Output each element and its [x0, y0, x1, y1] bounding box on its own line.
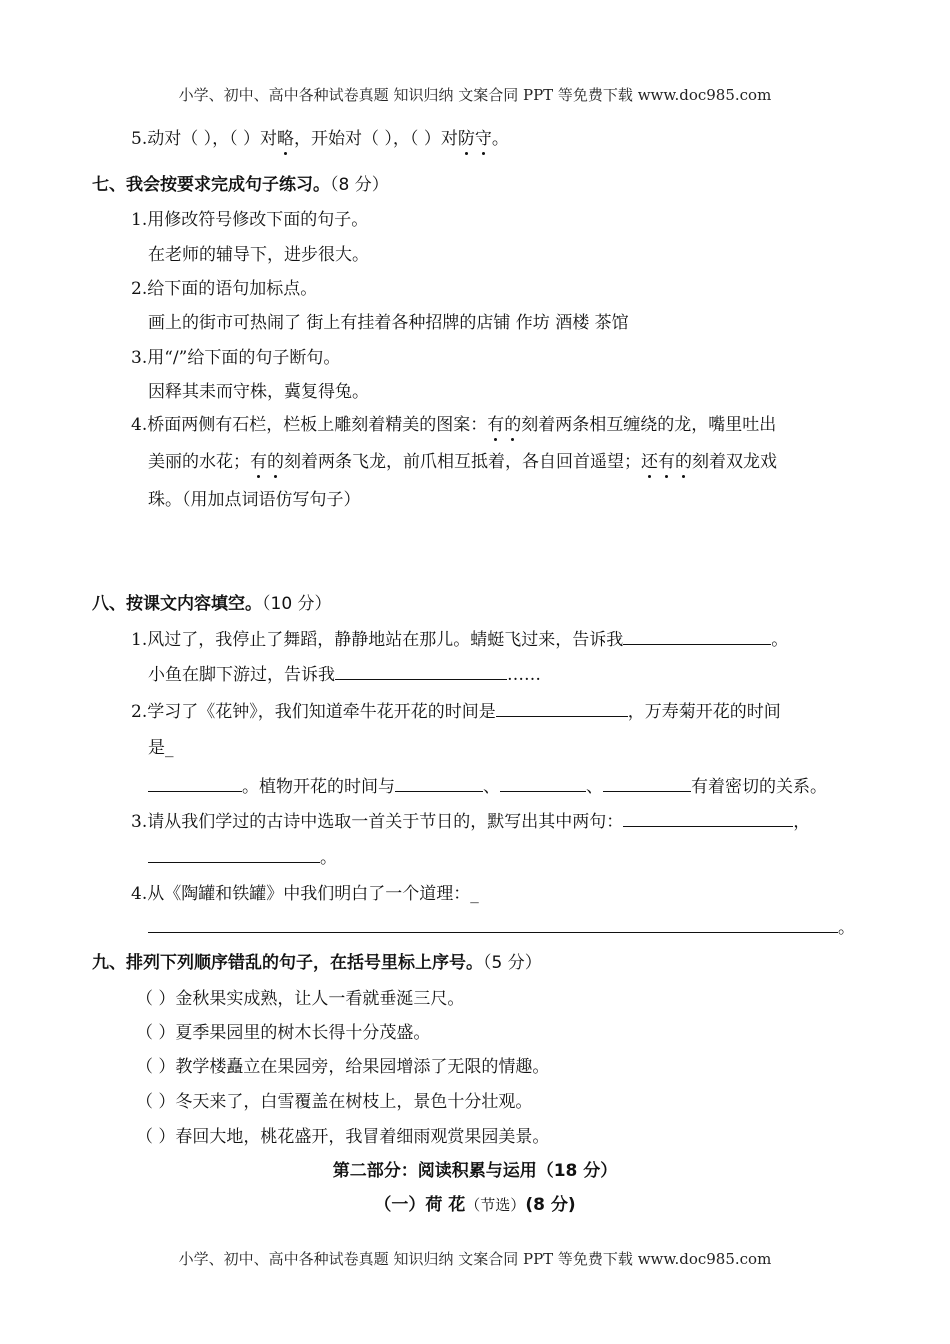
s8-item-2-cont: 是_ — [148, 738, 174, 758]
s8-item-3-cont — [148, 843, 337, 868]
reading-subtitle — [0, 1190, 950, 1215]
section-title-text: 八、按课文内容填空。 — [92, 594, 262, 614]
question-5 — [131, 124, 509, 149]
fill-blank[interactable] — [148, 916, 838, 933]
fill-blank[interactable] — [496, 700, 628, 717]
ordering-item: （ ）金秋果实成熟，让人一看就垂涎三尺。 — [136, 989, 465, 1009]
emphasis-char: 防 — [458, 124, 475, 149]
s8-item-4-cont — [148, 913, 855, 938]
text: 、 — [483, 777, 500, 797]
text: 、 — [586, 777, 603, 797]
q5-text-1: 5.动对（ ），（ ）对 — [131, 129, 278, 149]
text: ，万寿菊开花的时间 — [627, 702, 781, 722]
page-footer: 小学、初中、高中各种试卷真题 知识归纳 文案合同 PPT 等免费下载 www.doc985.com — [178, 1250, 772, 1268]
section-points: （5 分） — [483, 953, 542, 973]
s8-item-2-cont-2 — [148, 772, 827, 797]
s8-item-1-cont — [148, 660, 541, 685]
emphasis-char: 的 — [675, 447, 692, 472]
s8-item-4: 4.从《陶罐和铁罐》中我们明白了一个道理：_ — [131, 884, 479, 904]
text: 。植物开花的时间与 — [242, 777, 395, 797]
text: (8 分) — [525, 1195, 576, 1215]
fill-blank[interactable] — [623, 628, 771, 645]
text: ， — [793, 812, 811, 832]
s8-item-2 — [131, 697, 781, 722]
text: 有着密切的关系。 — [691, 777, 827, 797]
emphasis-char: 的 — [504, 410, 521, 435]
s7-item-2-sentence: 画上的街市可热闹了 街上有挂着各种招牌的店铺 作坊 酒楼 茶馆 — [148, 313, 629, 333]
text: 刻着两条相互缠绕的龙，嘴里吐出 — [521, 415, 777, 435]
text: 。 — [320, 848, 337, 868]
fill-blank[interactable] — [148, 775, 242, 792]
section-8-title — [92, 589, 332, 614]
section-title-text: 七、我会按要求完成句子练习。 — [92, 175, 330, 195]
text: 刻着双龙戏 — [692, 452, 777, 472]
s7-item-1-sentence: 在老师的辅导下，进步很大。 — [148, 245, 369, 265]
ordering-item: （ ）夏季果园里的树木长得十分茂盛。 — [136, 1023, 431, 1043]
fill-blank[interactable] — [395, 775, 483, 792]
emphasis-char: 有 — [487, 410, 504, 435]
fill-blank[interactable] — [335, 663, 507, 680]
emphasis-char: 有 — [250, 447, 267, 472]
text: 2.学习了《花钟》，我们知道牵牛花开花的时间是 — [131, 702, 496, 722]
section-7-title — [92, 170, 389, 195]
s8-item-3 — [131, 807, 810, 832]
fill-blank[interactable] — [148, 846, 320, 863]
text: 1.风过了，我停止了舞蹈，静静地站在那儿。蜻蜓飞过来，告诉我 — [131, 630, 624, 650]
s7-item-4-line-1 — [131, 410, 776, 435]
emphasis-char: 有 — [658, 447, 675, 472]
section-9-title — [92, 948, 542, 973]
fill-blank[interactable] — [603, 775, 691, 792]
emphasis-char: 略 — [277, 124, 294, 149]
emphasis-char: 的 — [267, 447, 284, 472]
ordering-item: （ ）教学楼矗立在果园旁，给果园增添了无限的情趣。 — [136, 1057, 550, 1077]
s7-item-2: 2.给下面的语句加标点。 — [131, 279, 318, 299]
text: 小鱼在脚下游过，告诉我 — [148, 665, 335, 685]
q5-text-2: ，开始对（ ），（ ）对 — [294, 129, 458, 149]
fill-blank[interactable] — [623, 810, 793, 827]
ordering-item: （ ）冬天来了，白雪覆盖在树枝上，景色十分壮观。 — [136, 1092, 533, 1112]
section-points: （8 分） — [330, 175, 389, 195]
text: 美丽的水花； — [148, 452, 250, 472]
ordering-item: （ ）春回大地，桃花盛开，我冒着细雨观赏果园美景。 — [136, 1127, 550, 1147]
q5-text-3: 。 — [491, 129, 509, 149]
s8-item-1 — [131, 625, 788, 650]
s7-item-4-line-3: 珠。（用加点词语仿写句子） — [148, 490, 361, 510]
section-points: （10 分） — [262, 594, 332, 614]
page-header: 小学、初中、高中各种试卷真题 知识归纳 文案合同 PPT 等免费下载 www.doc985.com — [178, 86, 772, 104]
text: （一）荷 花 — [374, 1195, 466, 1215]
text: 4.桥面两侧有石栏，栏板上雕刻着精美的图案： — [131, 415, 488, 435]
text: 。 — [838, 918, 855, 938]
s7-item-3-sentence: 因释其耒而守株，冀复得兔。 — [148, 382, 369, 402]
text: 刻着两条飞龙，前爪相互抵着，各自回首遥望； — [284, 452, 641, 472]
part-2-title: 第二部分：阅读积累与运用（18 分） — [332, 1161, 618, 1181]
text: …… — [507, 665, 541, 685]
text: 3.请从我们学过的古诗中选取一首关于节日的，默写出其中两句： — [131, 812, 624, 832]
section-title-text: 九、排列下列顺序错乱的句子，在括号里标上序号。 — [92, 953, 483, 973]
fill-blank[interactable] — [500, 775, 586, 792]
text: （节选） — [465, 1196, 526, 1214]
s7-item-1: 1.用修改符号修改下面的句子。 — [131, 210, 369, 230]
text: 。 — [771, 630, 789, 650]
emphasis-char: 还 — [641, 447, 658, 472]
s7-item-3: 3.用“/”给下面的句子断句。 — [131, 348, 341, 368]
emphasis-char: 守 — [475, 124, 492, 149]
s7-item-4-line-2 — [148, 447, 777, 472]
